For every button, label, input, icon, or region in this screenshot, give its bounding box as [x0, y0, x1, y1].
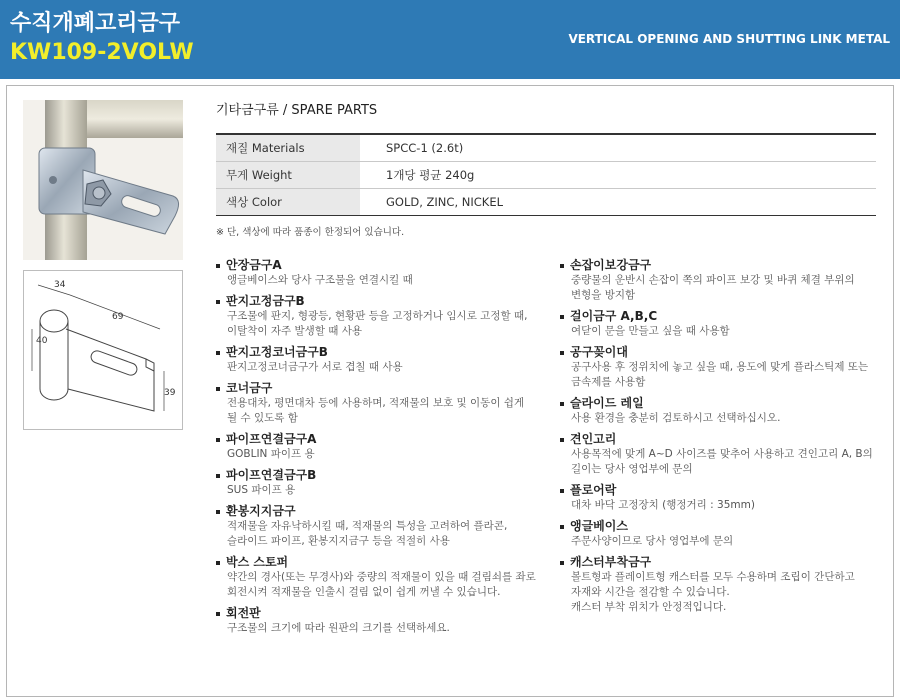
bullet-icon — [560, 438, 564, 442]
bullet-icon — [216, 474, 220, 478]
part-description — [560, 411, 890, 426]
dimension-drawing — [23, 270, 183, 430]
part-title-text: 견인고리 — [570, 432, 617, 446]
spec-value: 1개당 평균 240g — [386, 168, 475, 182]
part-description-line: 구조물의 크기에 따라 원판의 크기를 선택하세요. — [227, 622, 450, 634]
part-title-text: 환봉지지금구 — [226, 504, 296, 518]
part-description — [560, 360, 890, 390]
part-description-line: 중량물의 운반시 손잡이 쪽의 파이프 보강 및 바퀴 체결 부위의 — [571, 274, 855, 286]
dim-label-39: 39 — [164, 388, 176, 398]
part-description — [560, 447, 890, 477]
part-description — [216, 309, 551, 339]
part-item — [216, 503, 551, 549]
part-description — [560, 498, 890, 513]
part-description-line: 이탈착이 자주 발생할 때 사용 — [227, 325, 363, 337]
part-description-line: 볼트형과 플레이트형 캐스터를 모두 수용하며 조립이 간단하고 — [571, 571, 855, 583]
part-description-line: 슬라이드 파이프, 환봉지지금구 등을 적절히 사용 — [227, 535, 450, 547]
part-title — [216, 293, 551, 309]
spec-label: 무게 Weight — [216, 162, 360, 188]
part-description — [216, 360, 551, 375]
bullet-icon — [560, 489, 564, 493]
part-title-text: 캐스터부착금구 — [570, 555, 652, 569]
part-title-text: 공구꽂이대 — [570, 345, 628, 359]
part-item — [560, 482, 890, 513]
part-title-text: 판지고정금구B — [226, 294, 305, 308]
part-title-text: 앵글베이스 — [570, 519, 628, 533]
part-title — [560, 431, 890, 447]
part-title-text: 걸이금구 A,B,C — [570, 309, 658, 323]
part-description-line: SUS 파이프 용 — [227, 484, 296, 496]
part-title-text: 박스 스토퍼 — [226, 555, 289, 569]
spec-row-color — [216, 189, 876, 215]
product-photo — [23, 100, 183, 260]
bullet-icon — [216, 510, 220, 514]
dim-label-69: 69 — [112, 312, 124, 322]
part-description-line: 주문사양이므로 당사 영업부에 문의 — [571, 535, 734, 547]
part-description-line: 될 수 있도록 함 — [227, 412, 298, 424]
part-description-line: 앵글베이스와 당사 구조물을 연결시킬 때 — [227, 274, 413, 286]
bullet-icon — [560, 351, 564, 355]
part-title-text: 안장금구A — [226, 258, 282, 272]
part-description-line: 약간의 경사(또는 무경사)와 중량의 적재물이 있을 때 걸림쇠를 좌로 — [227, 571, 536, 583]
parts-list-right — [560, 257, 890, 620]
bullet-icon — [216, 561, 220, 565]
part-item — [216, 605, 551, 636]
parts-list-left — [216, 257, 551, 641]
bullet-icon — [560, 264, 564, 268]
dim-label-40: 40 — [36, 336, 48, 346]
part-title — [216, 554, 551, 570]
part-item — [216, 293, 551, 339]
color-note: ※ 단, 색상에 따라 품종이 한정되어 있습니다. — [216, 227, 405, 238]
part-title — [216, 503, 551, 519]
bullet-icon — [560, 561, 564, 565]
product-title: 수직개폐고리금구 — [10, 11, 181, 36]
part-title-text: 판지고정코너금구B — [226, 345, 328, 359]
part-description-line: 판지고정코너금구가 서로 겹칠 때 사용 — [227, 361, 403, 373]
bullet-icon — [216, 300, 220, 304]
part-title-text: 코너금구 — [226, 381, 273, 395]
part-title-text: 파이프연결금구B — [226, 468, 317, 482]
part-title — [560, 395, 890, 411]
product-title-english: VERTICAL OPENING AND SHUTTING LINK METAL — [568, 32, 890, 46]
part-description-line: 길이는 당사 영업부에 문의 — [571, 463, 693, 475]
part-title-text: 회전판 — [226, 606, 261, 620]
spec-value: GOLD, ZINC, NICKEL — [386, 195, 503, 209]
part-item — [560, 431, 890, 477]
part-title — [216, 431, 551, 447]
part-description — [560, 273, 890, 303]
part-title — [560, 518, 890, 534]
part-title-text: 손잡이보강금구 — [570, 258, 652, 272]
part-title-text: 슬라이드 레일 — [570, 396, 644, 410]
part-item — [216, 257, 551, 288]
part-description — [216, 570, 551, 600]
part-description — [216, 483, 551, 498]
part-description-line: 자재와 시간을 절감할 수 있습니다. — [571, 586, 730, 598]
part-title — [216, 344, 551, 360]
part-description-line: 사용 환경을 충분히 검토하시고 선택하십시오. — [571, 412, 781, 424]
part-title — [560, 344, 890, 360]
bullet-icon — [560, 402, 564, 406]
product-code: KW109-2VOLW — [10, 40, 194, 65]
part-item — [560, 518, 890, 549]
part-item — [560, 308, 890, 339]
bullet-icon — [216, 387, 220, 391]
part-title-text: 파이프연결금구A — [226, 432, 317, 446]
part-description-line: 구조물에 판지, 형광등, 현황판 등을 고정하거나 임시로 고정할 때, — [227, 310, 528, 322]
spec-label: 재질 Materials — [216, 135, 360, 161]
part-description-line: 사용목적에 맞게 A~D 사이즈를 맞추어 사용하고 견인고리 A, B의 — [571, 448, 873, 460]
part-description-line: 금속제를 사용함 — [571, 376, 646, 388]
bullet-icon — [216, 438, 220, 442]
part-description — [216, 447, 551, 462]
part-item — [216, 344, 551, 375]
part-item — [216, 554, 551, 600]
part-item — [560, 257, 890, 303]
part-description-line: 캐스터 부착 위치가 안정적입니다. — [571, 601, 727, 613]
bullet-icon — [216, 612, 220, 616]
bullet-icon — [216, 264, 220, 268]
part-description-line: 대차 바닥 고정장치 (행정거리 : 35mm) — [571, 499, 755, 511]
part-item — [216, 467, 551, 498]
part-title — [560, 554, 890, 570]
part-description-line: 공구사용 후 정위치에 놓고 싶을 때, 용도에 맞게 플라스틱제 또는 — [571, 361, 869, 373]
spec-row-weight — [216, 162, 876, 189]
part-description — [560, 534, 890, 549]
part-description — [216, 621, 551, 636]
header-bar — [0, 0, 900, 79]
part-description — [560, 570, 890, 615]
dim-label-34: 34 — [54, 280, 66, 290]
part-description — [216, 519, 551, 549]
part-description — [560, 324, 890, 339]
spec-table — [216, 133, 876, 216]
part-description-line: 전용대차, 평면대차 등에 사용하며, 적재물의 보호 및 이동이 쉽게 — [227, 397, 525, 409]
spec-row-material — [216, 135, 876, 162]
part-description-line: 변형을 방지함 — [571, 289, 636, 301]
section-title: 기타금구류 / SPARE PARTS — [216, 103, 378, 118]
part-title — [560, 482, 890, 498]
part-title-text: 플로어락 — [570, 483, 617, 497]
part-title — [216, 605, 551, 621]
part-description-line: 여닫이 문을 만들고 싶을 때 사용함 — [571, 325, 730, 337]
part-title — [216, 257, 551, 273]
bullet-icon — [560, 525, 564, 529]
spec-value: SPCC-1 (2.6t) — [386, 141, 464, 155]
part-description-line: 회전시켜 적재물을 인출시 걸림 없이 쉽게 꺼낼 수 있습니다. — [227, 586, 501, 598]
part-description — [216, 273, 551, 288]
part-title — [216, 380, 551, 396]
part-description-line: 적재물을 자유낙하시킬 때, 적재물의 특성을 고려하여 플라콘, — [227, 520, 508, 532]
bullet-icon — [560, 315, 564, 319]
part-title — [560, 308, 890, 324]
part-item — [560, 344, 890, 390]
part-title — [560, 257, 890, 273]
part-description-line: GOBLIN 파이프 용 — [227, 448, 315, 460]
bullet-icon — [216, 351, 220, 355]
part-title — [216, 467, 551, 483]
part-description — [216, 396, 551, 426]
part-item — [216, 431, 551, 462]
part-item — [560, 554, 890, 615]
part-item — [216, 380, 551, 426]
part-item — [560, 395, 890, 426]
spec-label: 색상 Color — [216, 189, 360, 215]
